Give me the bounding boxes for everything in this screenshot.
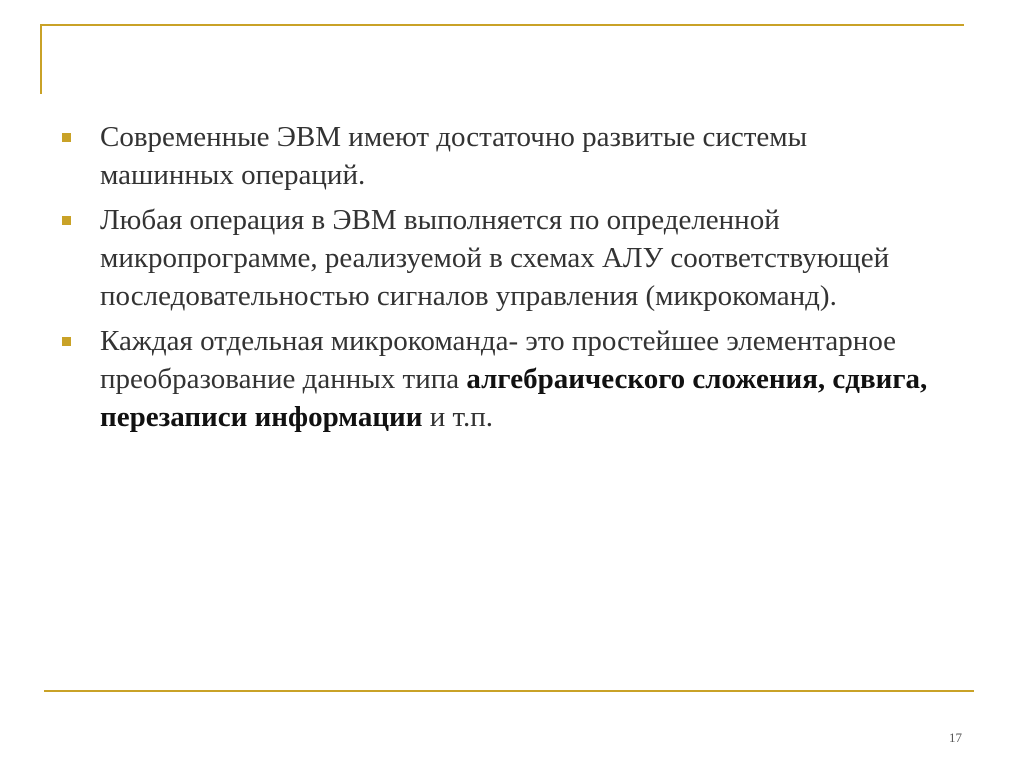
- bullet-text-before: Каждая отдельная микрокоманда- это простейшее элементарное преобразование данных типа: [100, 325, 897, 395]
- square-bullet-icon: [62, 337, 71, 346]
- bottom-divider: [44, 690, 974, 692]
- bullet-text-after: и т.п.: [422, 401, 494, 433]
- bullet-item: [62, 201, 942, 315]
- page-number: 17: [949, 730, 962, 745]
- bullet-text: Любая операция в ЭВМ выполняется по определенной микропрограмме, реализуемой в схемах АЛУ соответствующей последовательностью сигналов управления (микрокоманд).: [100, 204, 890, 312]
- square-bullet-icon: [62, 216, 71, 225]
- bullet-text: Современные ЭВМ имеют достаточно развитые системы машинных операций.: [100, 121, 808, 191]
- bullet-item: [62, 322, 942, 436]
- left-accent-line: [40, 24, 42, 94]
- bullet-item: [62, 118, 942, 194]
- bullet-list: [62, 118, 942, 443]
- top-divider: [40, 24, 964, 26]
- square-bullet-icon: [62, 133, 71, 142]
- bullet-text-bold: алгебраического сложения, сдвига, перезаписи информации: [100, 363, 928, 433]
